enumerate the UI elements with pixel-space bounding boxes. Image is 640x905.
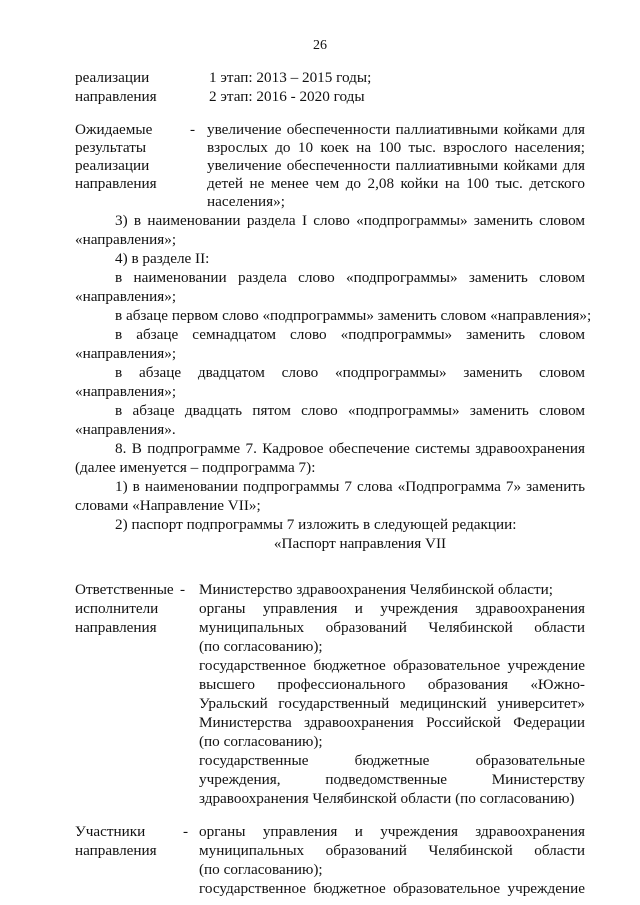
responsible-row-10 bbox=[0, 751, 640, 771]
body-line bbox=[0, 515, 640, 535]
responsible-value: Министерство здравоохранения Челябинской области; bbox=[199, 581, 553, 598]
participants-row-2 bbox=[0, 841, 640, 861]
responsible-value: (по согласованию); bbox=[199, 638, 323, 655]
responsible-value: здравоохранения Челябинской области (по согласованию) bbox=[199, 790, 575, 807]
body-line bbox=[0, 287, 640, 307]
participants-value: (по согласованию); bbox=[199, 861, 323, 878]
body-text: в наименовании раздела слово «подпрограммы» заменить словом bbox=[115, 269, 585, 286]
impl-label: направления bbox=[75, 88, 157, 105]
body-line bbox=[0, 268, 640, 288]
page-number: 26 bbox=[313, 38, 327, 53]
impl-row-1 bbox=[0, 68, 640, 88]
results-label: реализации bbox=[75, 157, 150, 174]
body-line bbox=[0, 458, 640, 478]
body-text: в абзаце двадцать пятом слово «подпрограммы» заменить словом bbox=[115, 402, 585, 419]
responsible-row-12 bbox=[0, 789, 640, 809]
responsible-row-5 bbox=[0, 656, 640, 676]
participants-row-1 bbox=[0, 822, 640, 842]
impl-row-2 bbox=[0, 87, 640, 107]
responsible-row-7 bbox=[0, 694, 640, 714]
body-line bbox=[0, 420, 640, 440]
participants-row-4 bbox=[0, 879, 640, 899]
responsible-row-9 bbox=[0, 732, 640, 752]
results-row-4 bbox=[0, 174, 640, 194]
passport-title: «Паспорт направления VII bbox=[273, 535, 447, 552]
responsible-row-4 bbox=[0, 637, 640, 657]
body-line bbox=[0, 496, 640, 516]
responsible-value: (по согласованию); bbox=[199, 733, 323, 750]
body-line bbox=[0, 306, 640, 326]
participants-value: муниципальных образований Челябинской области bbox=[199, 842, 585, 859]
results-value: увеличение обеспеченности паллиативными койками для bbox=[207, 157, 585, 174]
responsible-label: направления bbox=[75, 619, 157, 636]
responsible-value: органы управления и учреждения здравоохранения bbox=[199, 600, 585, 617]
body-text: словами «Направление VII»; bbox=[75, 497, 261, 514]
responsible-value: государственное бюджетное образовательное учреждение bbox=[199, 657, 585, 674]
body-line bbox=[0, 325, 640, 345]
responsible-value: Министерства здравоохранения Российской Федерации bbox=[199, 714, 585, 731]
body-line bbox=[0, 477, 640, 497]
body-text: «направления»; bbox=[75, 231, 177, 248]
passport-title-row bbox=[0, 534, 640, 554]
results-label: Ожидаемые bbox=[75, 121, 153, 138]
impl-value: 2 этап: 2016 - 2020 годы bbox=[209, 88, 365, 105]
responsible-row-1 bbox=[0, 580, 640, 600]
responsible-row-3 bbox=[0, 618, 640, 638]
responsible-value: учреждения, подведомственные Министерству bbox=[199, 771, 585, 788]
results-label: направления bbox=[75, 175, 157, 192]
responsible-row-11 bbox=[0, 770, 640, 790]
participants-dash: - bbox=[183, 823, 189, 840]
body-text: «направления»; bbox=[75, 345, 177, 362]
participants-row-3 bbox=[0, 860, 640, 880]
participants-value: органы управления и учреждения здравоохранения bbox=[199, 823, 585, 840]
body-text: «направления»; bbox=[75, 288, 177, 305]
results-dash: - bbox=[190, 121, 196, 138]
results-row-5 bbox=[0, 192, 640, 212]
impl-label: реализации bbox=[75, 69, 150, 86]
body-line bbox=[0, 211, 640, 231]
body-text: 8. В подпрограмме 7. Кадровое обеспечение системы здравоохранения bbox=[115, 440, 585, 457]
body-text: «направления». bbox=[75, 421, 176, 438]
results-value: детей не менее чем до 2,08 койки на 100 тыс. детского bbox=[207, 175, 585, 192]
results-value: увеличение обеспеченности паллиативными койками для bbox=[207, 121, 585, 138]
responsible-value: государственные бюджетные образовательные bbox=[199, 752, 585, 769]
body-line bbox=[0, 363, 640, 383]
results-value: взрослых до 10 коек на 100 тыс. взрослого населения; bbox=[207, 139, 585, 156]
body-line bbox=[0, 401, 640, 421]
responsible-value: муниципальных образований Челябинской области bbox=[199, 619, 585, 636]
participants-value: государственное бюджетное образовательное учреждение bbox=[199, 880, 585, 897]
body-line bbox=[0, 439, 640, 459]
participants-label: Участники bbox=[75, 823, 146, 840]
body-text: 4) в разделе II: bbox=[115, 250, 210, 267]
responsible-value: высшего профессионального образования «Южно- bbox=[199, 676, 585, 693]
body-text: в абзаце двадцатом слово «подпрограммы» заменить словом bbox=[115, 364, 585, 381]
results-value: населения»; bbox=[207, 193, 285, 210]
body-line bbox=[0, 382, 640, 402]
body-text: 2) паспорт подпрограммы 7 изложить в следующей редакции: bbox=[115, 516, 517, 533]
results-row-1 bbox=[0, 120, 640, 140]
responsible-row-2 bbox=[0, 599, 640, 619]
impl-value: 1 этап: 2013 – 2015 годы; bbox=[209, 69, 372, 86]
responsible-label: Ответственные bbox=[75, 581, 174, 598]
body-text: «направления»; bbox=[75, 383, 177, 400]
body-line bbox=[0, 230, 640, 250]
body-text: (далее именуется – подпрограмма 7): bbox=[75, 459, 316, 476]
body-text: в абзаце семнадцатом слово «подпрограммы» заменить словом bbox=[115, 326, 585, 343]
responsible-value: Уральский государственный медицинский университет» bbox=[199, 695, 585, 712]
results-row-3 bbox=[0, 156, 640, 176]
responsible-dash: - bbox=[180, 581, 186, 598]
results-row-2 bbox=[0, 138, 640, 158]
results-label: результаты bbox=[75, 139, 147, 156]
body-text: 1) в наименовании подпрограммы 7 слова «Подпрограмма 7» заменить bbox=[115, 478, 585, 495]
responsible-row-6 bbox=[0, 675, 640, 695]
responsible-row-8 bbox=[0, 713, 640, 733]
participants-label: направления bbox=[75, 842, 157, 859]
responsible-label: исполнители bbox=[75, 600, 159, 617]
body-text: 3) в наименовании раздела I слово «подпрограммы» заменить словом bbox=[115, 212, 585, 229]
body-text: в абзаце первом слово «подпрограммы» заменить словом «направления»; bbox=[115, 307, 592, 324]
body-line bbox=[0, 344, 640, 364]
body-line bbox=[0, 249, 640, 269]
